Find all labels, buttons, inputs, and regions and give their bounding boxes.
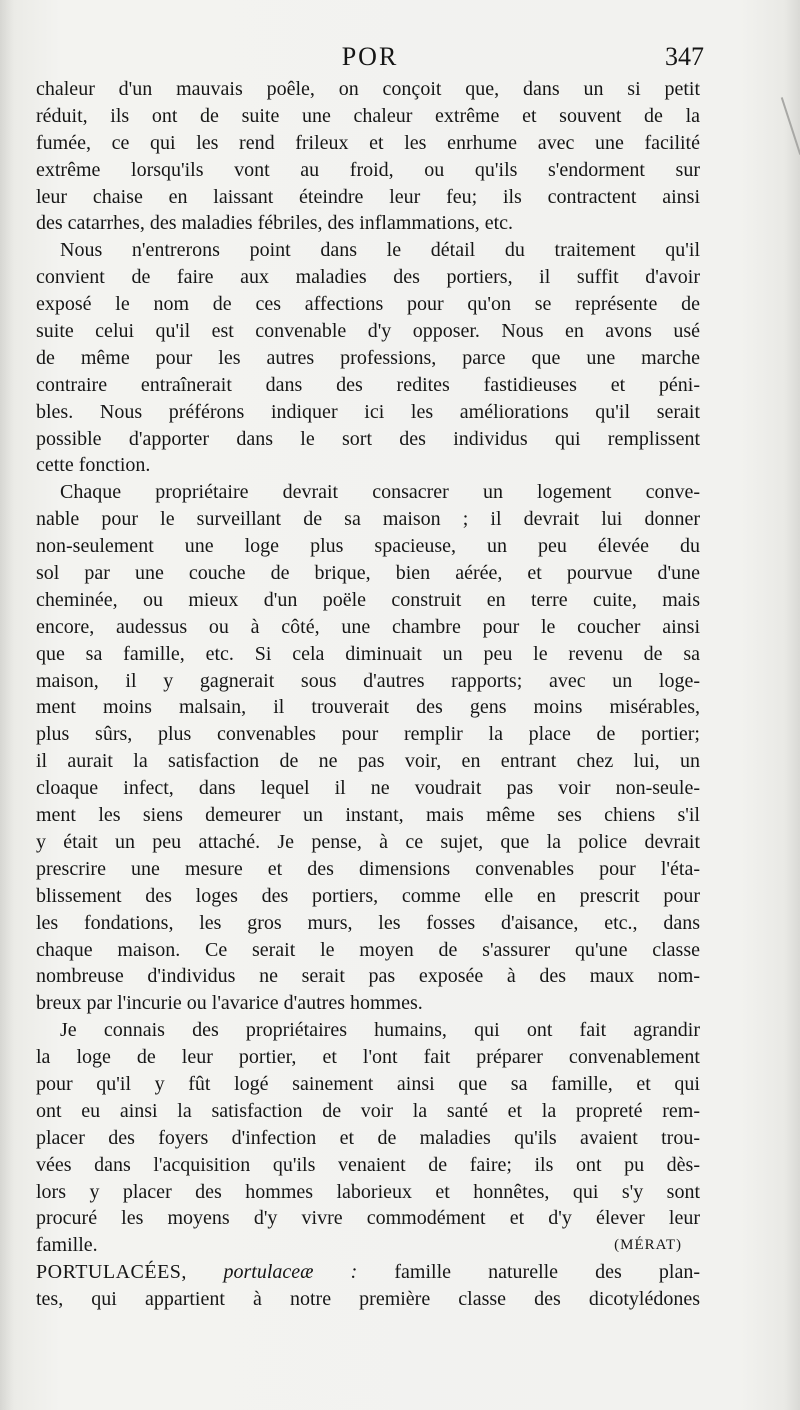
text-line: contraire entraînerait dans des redites fastidieuses et péni- bbox=[36, 373, 700, 396]
text-line: maison, il y gagnerait sous d'autres rapports; avec un loge- bbox=[36, 669, 700, 692]
paragraph-1 bbox=[36, 76, 700, 237]
text-line: possible d'apporter dans le sort des individus qui remplissent bbox=[36, 427, 700, 450]
text-line: cheminée, ou mieux d'un poële construit en terre cuite, mais bbox=[36, 588, 700, 611]
text-line: de même pour les autres professions, parce que une marche bbox=[36, 346, 700, 369]
text-line: breux par l'incurie ou l'avarice d'autres hommes. bbox=[36, 992, 423, 1015]
text-line: bles. Nous préférons indiquer ici les améliorations qu'il serait bbox=[36, 400, 700, 423]
entry-text: famille naturelle des plan- bbox=[394, 1261, 700, 1284]
text-line: suite celui qu'il est convenable d'y opposer. Nous en avons usé bbox=[36, 320, 700, 343]
paragraph-4 bbox=[36, 1017, 700, 1259]
text-line: nombreuse d'individus ne serait pas exposée à des maux nom- bbox=[36, 965, 700, 988]
text-line: cloaque infect, dans lequel il ne voudrait pas voir non-seule- bbox=[36, 777, 700, 800]
text-line: plus sûrs, plus convenables pour remplir la place de portier; bbox=[36, 723, 700, 746]
text-line: leur chaise en laissant éteindre leur feu; ils contractent ainsi bbox=[36, 185, 700, 208]
text-line: y était un peu attaché. Je pense, à ce sujet, que la police devrait bbox=[36, 830, 700, 853]
text-line: Chaque propriétaire devrait consacrer un logement conve- bbox=[60, 481, 700, 504]
text-line: Nous n'entrerons point dans le détail du traitement qu'il bbox=[60, 239, 700, 262]
text-line: pour qu'il y fût logé sainement ainsi que sa famille, et qui bbox=[36, 1072, 700, 1095]
text-line: sol par une couche de brique, bien aérée, et pourvue d'une bbox=[36, 562, 700, 585]
text-line: convient de faire aux maladies des portiers, il suffit d'avoir bbox=[36, 266, 700, 289]
text-line: les fondations, les gros murs, les fosses d'aisance, etc., dans bbox=[36, 911, 700, 934]
entry-line: PORTULACÉES, portulaceæ : famille naturelle des plan- bbox=[36, 1261, 700, 1284]
margin-mark bbox=[781, 97, 800, 155]
text-line: la loge de leur portier, et l'ont fait préparer convenablement bbox=[36, 1046, 700, 1069]
text-line: chaleur d'un mauvais poêle, on conçoit que, dans un si petit bbox=[36, 78, 700, 100]
text-line: famille. bbox=[36, 1234, 98, 1257]
text-line: lors y placer des hommes laborieux et honnêtes, qui s'y sont bbox=[36, 1180, 700, 1203]
paragraph-2 bbox=[36, 237, 700, 479]
text-line: chaque maison. Ce serait le moyen de s'assurer qu'une classe bbox=[36, 938, 700, 961]
entry-headword: PORTULACÉES bbox=[36, 1261, 182, 1284]
text-line: exposé le nom de ces affections pour qu'on se représente de bbox=[36, 293, 700, 316]
text-line: encore, audessus ou à côté, une chambre pour le coucher ainsi bbox=[36, 615, 700, 638]
entry-latin-name: portulaceæ : bbox=[223, 1261, 358, 1284]
text-line: ment moins malsain, il trouverait des gens moins misérables, bbox=[36, 696, 700, 719]
page-header bbox=[36, 38, 704, 78]
text-line: placer des foyers d'infection et de maladies qu'ils avaient trou- bbox=[36, 1126, 700, 1149]
body-text bbox=[36, 76, 700, 1313]
signature-line bbox=[36, 1232, 700, 1259]
text-line: des catarrhes, des maladies fébriles, des inflammations, etc. bbox=[36, 212, 514, 235]
text-line: nable pour le surveillant de sa maison ; il devrait lui donner bbox=[36, 508, 700, 531]
text-line: non-seulement une loge plus spacieuse, un peu élevée du bbox=[36, 535, 700, 558]
text-line: il aurait la satisfaction de ne pas voir, en entrant chez lui, un bbox=[36, 750, 700, 773]
text-line: blissement des loges des portiers, comme elle en prescrit pour bbox=[36, 884, 700, 907]
text-line: que sa famille, etc. Si cela diminuait un peu le revenu de sa bbox=[36, 642, 700, 665]
text-line: ment les siens demeurer un instant, mais même ses chiens s'il bbox=[36, 804, 700, 827]
author-signature: (MÉRAT) bbox=[614, 1237, 682, 1254]
text-line: réduit, ils ont de suite une chaleur extrême et souvent de la bbox=[36, 104, 700, 127]
text-line: tes, qui appartient à notre première classe des dicotylédones bbox=[36, 1288, 700, 1311]
text-line: extrême lorsqu'ils vont au froid, ou qu'ils s'endorment sur bbox=[36, 158, 700, 181]
text-line: prescrire une mesure et des dimensions convenables pour l'éta- bbox=[36, 857, 700, 880]
text-line: procuré les moyens d'y vivre commodément et d'y élever leur bbox=[36, 1207, 700, 1230]
text-line: ont eu ainsi la satisfaction de voir la santé et la propreté rem- bbox=[36, 1099, 700, 1122]
text-line: Je connais des propriétaires humains, qui ont fait agrandir bbox=[60, 1019, 700, 1042]
text-line: vées dans l'acquisition qu'ils venaient de faire; ils ont pu dès- bbox=[36, 1153, 700, 1176]
dictionary-entry bbox=[36, 1259, 700, 1313]
text-line: cette fonction. bbox=[36, 454, 151, 477]
text-line: fumée, ce qui les rend frileux et les enrhume avec une facilité bbox=[36, 131, 700, 154]
paragraph-3 bbox=[36, 479, 700, 1017]
page-number: 347 bbox=[665, 42, 704, 71]
running-head: POR bbox=[341, 42, 399, 71]
